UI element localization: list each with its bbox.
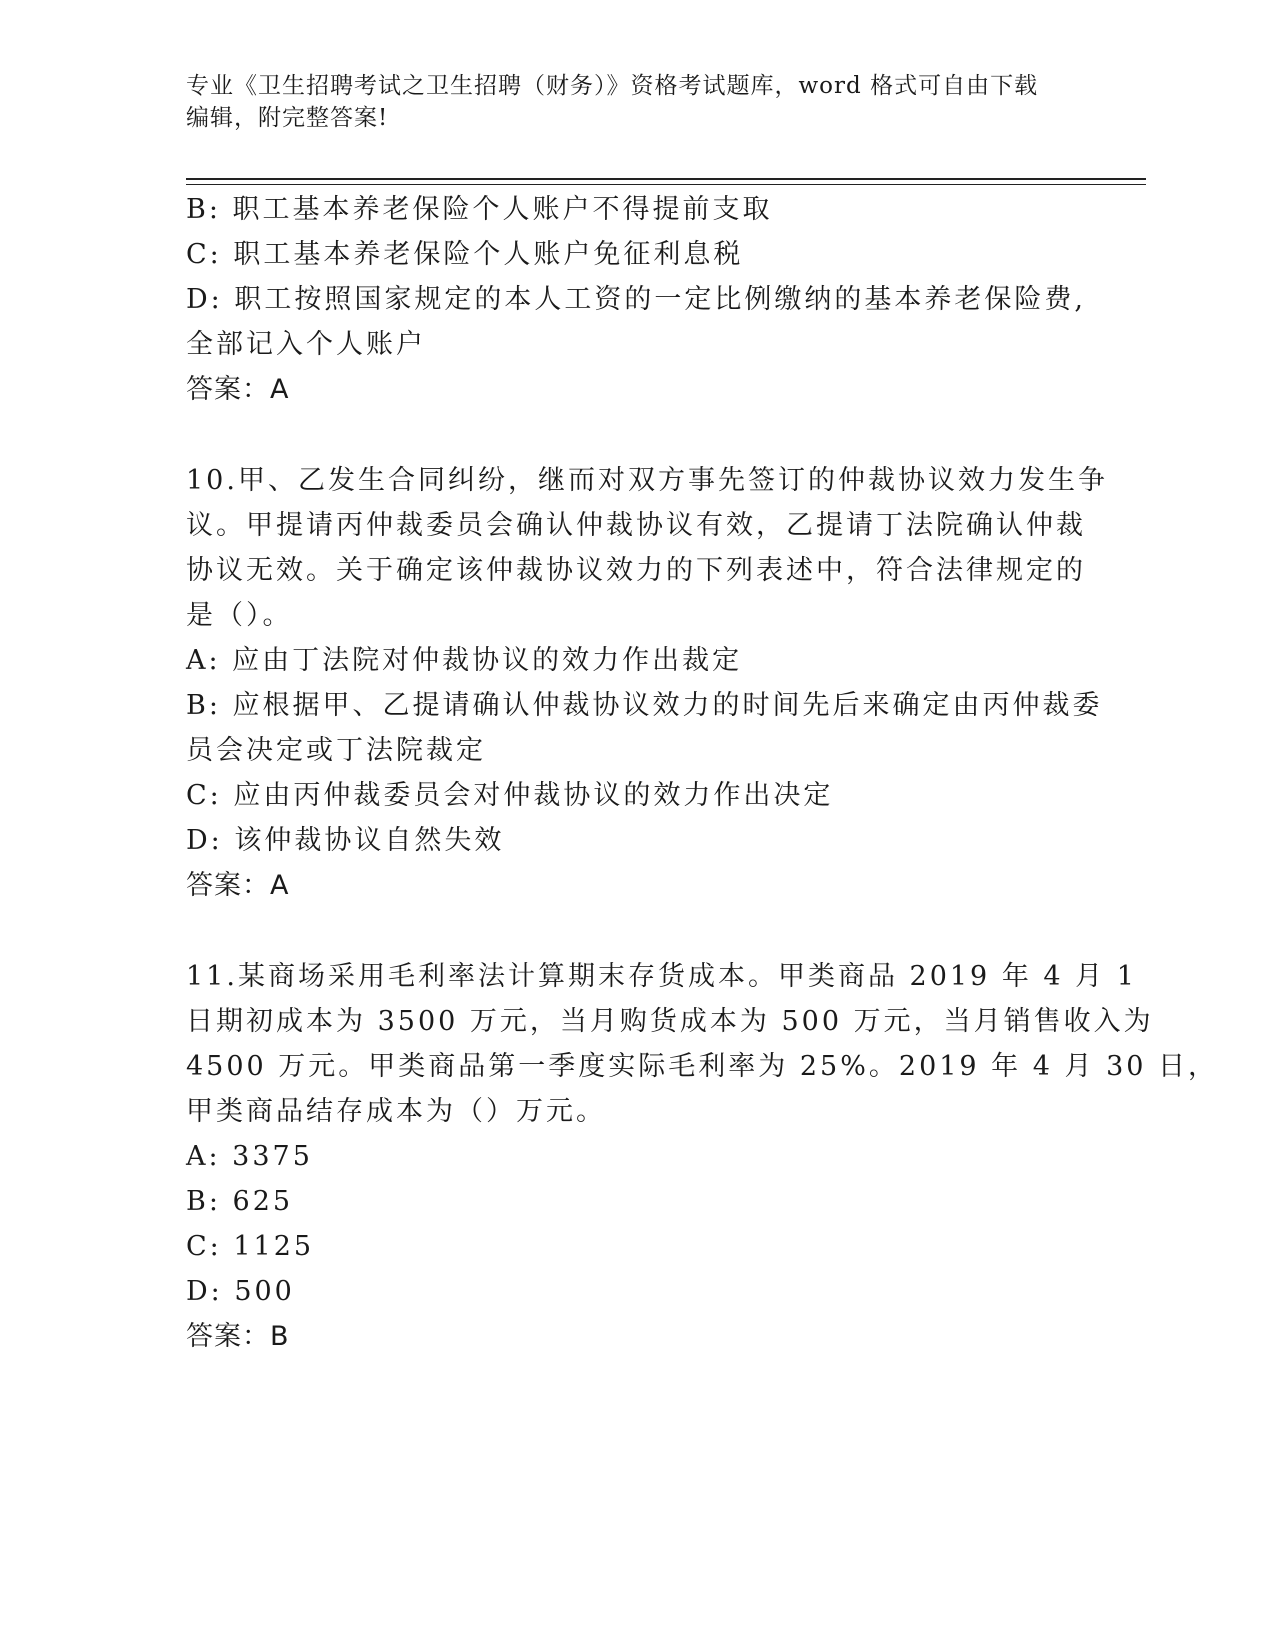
question-10-answer: 答案：A [186, 870, 290, 901]
header-line-2: 编辑，附完整答案! [186, 105, 389, 131]
question-9-option-d-line-1: D: 职工按照国家规定的本人工资的一定比例缴纳的基本养老保险费, [186, 284, 1086, 315]
question-11-stem-line-3: 4500 万元。甲类商品第一季度实际毛利率为 25%。2019 年 4 月 30 日， [186, 1051, 1219, 1082]
document-body [186, 187, 1219, 1359]
question-10-stem-line-4: 是（）。 [186, 600, 293, 631]
question-10-option-c: C: 应由丙仲裁委员会对仲裁协议的效力作出决定 [186, 780, 834, 811]
question-11-option-a: A: 3375 [186, 1141, 313, 1172]
question-10-option-d: D: 该仲裁协议自然失效 [186, 825, 505, 856]
question-11-option-d: D: 500 [186, 1276, 295, 1307]
question-9-option-b: B: 职工基本养老保险个人账户不得提前支取 [186, 194, 773, 225]
question-9-option-d-line-2: 全部记入个人账户 [186, 329, 426, 360]
question-10-option-b-line-1: B: 应根据甲、乙提请确认仲裁协议效力的时间先后来确定由丙仲裁委 [186, 690, 1103, 721]
question-11 [186, 954, 1219, 1359]
spacer [186, 412, 1086, 458]
spacer [186, 908, 1086, 954]
document-header [186, 70, 1106, 134]
question-11-stem-line-2: 日期初成本为 3500 万元，当月购货成本为 500 万元，当月销售收入为 [186, 1006, 1154, 1037]
question-11-stem-line-4: 甲类商品结存成本为（）万元。 [186, 1096, 606, 1127]
header-line-1: 专业《卫生招聘考试之卫生招聘（财务）》资格考试题库，word 格式可自由下载 [186, 73, 1039, 99]
question-11-stem-line-1: 11.某商场采用毛利率法计算期末存货成本。甲类商品 2019 年 4 月 1 [186, 961, 1137, 992]
question-11-answer: 答案：B [186, 1321, 290, 1352]
header-divider-thick [186, 178, 1146, 180]
question-11-option-b: B: 625 [186, 1186, 294, 1217]
question-10-stem-line-3: 协议无效。关于确定该仲裁协议效力的下列表述中，符合法律规定的 [186, 555, 1086, 586]
question-10 [186, 458, 1108, 908]
header-divider-thin [186, 184, 1146, 185]
question-9-answer: 答案：A [186, 374, 290, 405]
question-10-stem-line-2: 议。甲提请丙仲裁委员会确认仲裁协议有效，乙提请丁法院确认仲裁 [186, 510, 1086, 541]
question-10-option-b-line-2: 员会决定或丁法院裁定 [186, 735, 486, 766]
question-9-tail [186, 187, 1086, 412]
question-10-stem-line-1: 10.甲、乙发生合同纠纷，继而对双方事先签订的仲裁协议效力发生争 [186, 465, 1108, 496]
question-11-option-c: C: 1125 [186, 1231, 315, 1262]
question-10-option-a: A: 应由丁法院对仲裁协议的效力作出裁定 [186, 645, 743, 676]
question-9-option-c: C: 职工基本养老保险个人账户免征利息税 [186, 239, 744, 270]
